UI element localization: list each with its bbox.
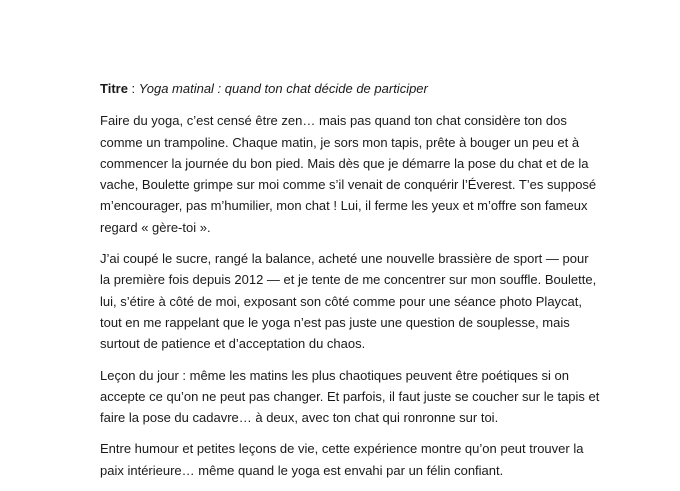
paragraph-2: J’ai coupé le sucre, rangé la balance, acheté une nouvelle brassière de sport — pour la première fois depuis 2012 — et je tente de me concentrer sur mon souffle. Boulette, lui, s’étire à côté de moi, exposant son côté comme pour une séance photo Playcat, tout en me rappelant que le yoga n’est pas juste une question de souplesse, mais surtout de patience et d’acceptation du chaos. (100, 251, 597, 352)
title-separator: : (127, 81, 139, 96)
title-label: Titre (100, 81, 128, 96)
paragraph-1: Faire du yoga, c’est censé être zen… mais pas quand ton chat considère ton dos comme un trampoline. Chaque matin, je sors mon tapis, prête à bouger un peu et à commencer la journée du bon pied. Mais dès que je démarre la pose du chat et de la vache, Boulette grimpe sur moi comme s’il venait de conquérir l’Éverest. T’es supposé m’encourager, pas m’humilier, mon chat ! Lui, il ferme les yeux et m’offre son fameux regard « gère-toi ». (100, 113, 597, 235)
paragraph-3: Leçon du jour : même les matins les plus chaotiques peuvent être poétiques si on accepte ce qu’on ne peut pas changer. Et parfois, il faut juste se coucher sur le tapis et faire la pose du cadavre… à deux, avec ton chat qui ronronne sur toi. (100, 367, 600, 426)
document-body (100, 78, 600, 491)
title-line (100, 78, 600, 99)
paragraph-4: Entre humour et petites leçons de vie, cette expérience montre qu’on peut trouver la paix intérieure… même quand le yoga est envahi par un félin confiant. (100, 441, 584, 478)
title-text: Yoga matinal : quand ton chat décide de participer (138, 81, 428, 96)
